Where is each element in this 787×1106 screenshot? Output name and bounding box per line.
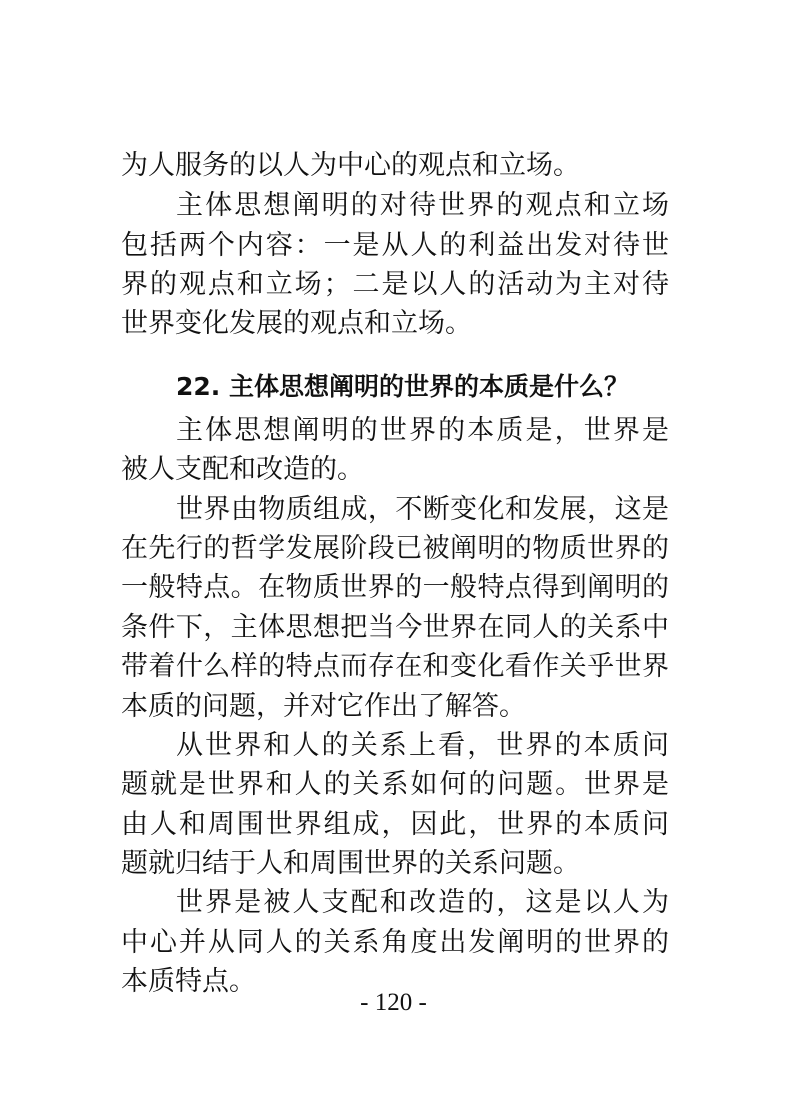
text-line: 题就是世界和人的关系如何的问题。世界是 <box>121 769 669 800</box>
text-line: 世界由物质组成，不断变化和发展，这是 <box>176 494 669 525</box>
text-line: 本质特点。 <box>121 966 256 997</box>
text-line: 包括两个内容：一是从人的利益出发对待世 <box>121 230 669 261</box>
text-line: 主体思想阐明的世界的本质是，世界是 <box>176 415 669 446</box>
text-line: 带着什么样的特点而存在和变化看作关乎世界 <box>121 651 669 682</box>
text-line: 条件下，主体思想把当今世界在同人的关系中 <box>121 612 669 643</box>
section-heading: 22. 主体思想阐明的世界的本质是什么？ <box>176 372 629 401</box>
text-line: 界的观点和立场；二是以人的活动为主对待 <box>121 269 669 300</box>
text-line: 由人和周围世界组成，因此，世界的本质问 <box>121 809 669 840</box>
text-line: 本质的问题，并对它作出了解答。 <box>121 691 526 722</box>
text-line: 被人支配和改造的。 <box>121 454 364 485</box>
text-line: 题就归结于人和周围世界的关系问题。 <box>121 848 580 879</box>
text-line: 从世界和人的关系上看，世界的本质问 <box>176 730 669 761</box>
text-line: 世界变化发展的观点和立场。 <box>121 308 472 339</box>
text-line: 主体思想阐明的对待世界的观点和立场 <box>176 190 669 221</box>
text-line: 在先行的哲学发展阶段已被阐明的物质世界的 <box>121 533 669 564</box>
text-line: 一般特点。在物质世界的一般特点得到阐明的 <box>121 572 669 603</box>
text-line: 世界是被人支配和改造的，这是以人为 <box>176 887 669 918</box>
page-number: - 120 - <box>360 989 427 1016</box>
text-line: 为人服务的以人为中心的观点和立场。 <box>121 150 580 181</box>
text-line: 中心并从同人的关系角度出发阐明的世界的 <box>121 927 669 958</box>
